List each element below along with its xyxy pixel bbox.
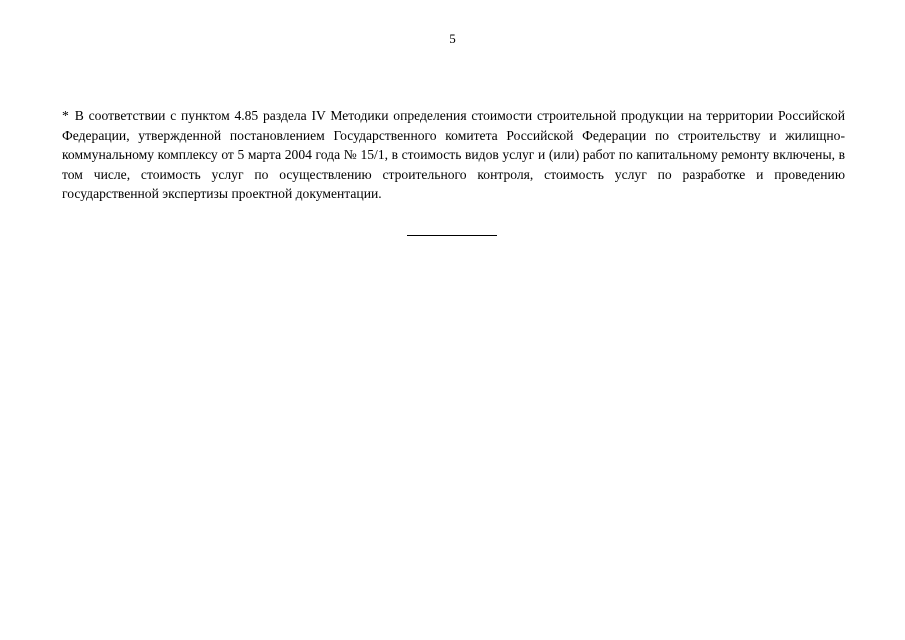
page-number: 5: [449, 31, 456, 46]
end-rule-divider: [407, 235, 497, 236]
footnote-marker: *: [62, 108, 69, 123]
footnote-text: В соответствии с пунктом 4.85 раздела IV Методики определения стоимости строительной продукции на территории Российской Федерации, утвержденной постановлением Государственного комитета Российской Федерации по строительству и жилищно-коммунальному комплексу от 5 марта 2004 года № 15/1, в стоимость видов услуг и (или) работ по капитальному ремонту включены, в том числе, стоимость услуг по осуществлению строительного контроля, стоимость услуг по разработке и проведению государственной экспертизы проектной документации.: [62, 108, 845, 201]
footnote: [62, 106, 845, 204]
